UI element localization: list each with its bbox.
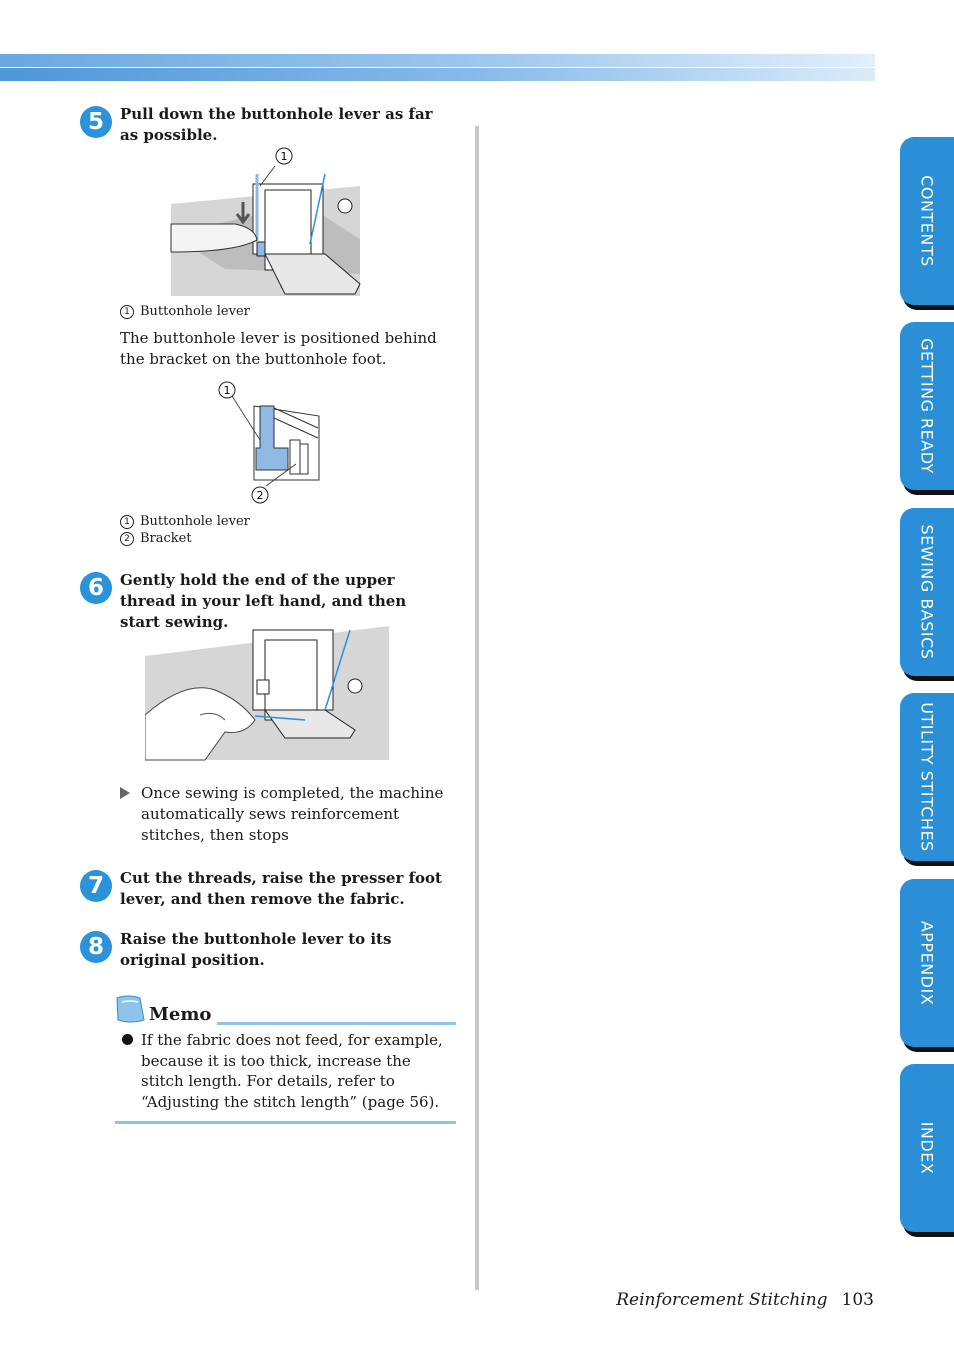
step-number: 7 (80, 870, 112, 902)
step-text: Raise the buttonhole lever to its original position. (120, 930, 392, 969)
memo-title: Memo (149, 1004, 212, 1025)
step-number: 6 (80, 572, 112, 604)
figure-caption (120, 530, 192, 547)
tab-contents[interactable] (900, 137, 954, 305)
header-bar (0, 54, 875, 81)
arrow-icon (120, 787, 130, 799)
memo-bottom-rule (115, 1121, 456, 1124)
step-number: 8 (80, 931, 112, 963)
tab-label: UTILITY STITCHES (917, 702, 937, 852)
step-number: 5 (80, 106, 112, 138)
page-number: 103 (841, 1290, 874, 1310)
caption-label: Buttonhole lever (140, 514, 250, 529)
tab-sewing-basics[interactable] (900, 508, 954, 676)
tab-label: APPENDIX (917, 920, 937, 1006)
bracket-illustration (214, 378, 326, 506)
result-text: Once sewing is completed, the machine automatically sews reinforcement stitches, then stops (141, 784, 444, 844)
callout-marker: 1 (120, 515, 134, 529)
tab-getting-ready[interactable] (900, 322, 954, 490)
tab-label: GETTING READY (917, 338, 937, 474)
callout-1: 1 (280, 150, 288, 163)
bullet-icon (122, 1034, 133, 1045)
step-text: Pull down the buttonhole lever as far as possible. (120, 105, 433, 144)
callout-1: 1 (223, 384, 231, 397)
memo-icon (114, 994, 148, 1024)
callout-2: 2 (256, 489, 264, 502)
footer-section: Reinforcement Stitching (616, 1290, 828, 1310)
caption-label: Buttonhole lever (140, 304, 250, 319)
callout-marker: 2 (120, 532, 134, 546)
callout-marker: 1 (120, 305, 134, 319)
caption-label: Bracket (140, 531, 192, 546)
sewing-illustration (145, 620, 390, 762)
column-divider (475, 126, 479, 1290)
figure-caption (120, 513, 250, 530)
tab-index[interactable] (900, 1064, 954, 1232)
tab-label: SEWING BASICS (917, 524, 937, 660)
memo-rule (217, 1022, 456, 1025)
page-footer (616, 1290, 874, 1310)
result-note (120, 783, 460, 846)
memo-text: If the fabric does not feed, for example, because it is too thick, increase the stitch length. For details, refer to “Adjusting the stitch length” (page 56). (141, 1031, 443, 1111)
figure-caption (120, 303, 250, 320)
note-text: The buttonhole lever is positioned behind the bracket on the buttonhole foot. (120, 329, 437, 368)
step-text: Cut the threads, raise the presser foot lever, and then remove the fabric. (120, 869, 442, 908)
memo-body (120, 1030, 450, 1112)
tab-utility-stitches[interactable] (900, 693, 954, 861)
tab-label: INDEX (917, 1121, 937, 1175)
step-text: Gently hold the end of the upper thread in your left hand, and then start sewing. (120, 571, 407, 631)
tab-appendix[interactable] (900, 879, 954, 1047)
tab-label: CONTENTS (917, 175, 937, 267)
buttonhole-lever-illustration (165, 144, 370, 299)
